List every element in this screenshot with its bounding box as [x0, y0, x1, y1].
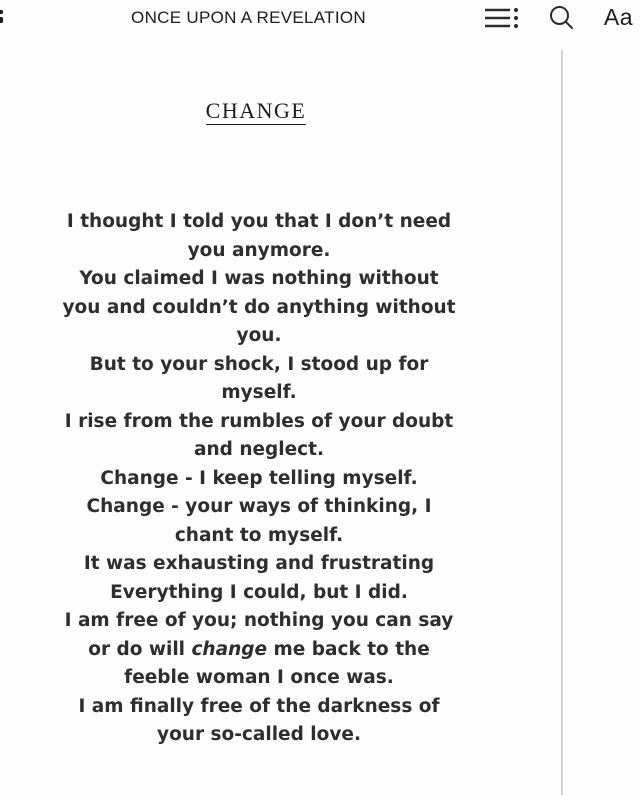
poem-line: feeble woman I once was.	[124, 667, 394, 688]
poem-line: you anymore.	[187, 239, 331, 261]
search-button[interactable]	[549, 5, 574, 30]
poem-line: I thought I told you that I don’t need	[66, 211, 452, 232]
poem-line: Change - I keep telling myself.	[100, 467, 418, 489]
poem-line: I am free of you; nothing you can say	[64, 610, 454, 631]
poem-line: your so-called love.	[157, 724, 361, 745]
contents-button[interactable]	[484, 5, 519, 31]
reader-header	[0, 0, 640, 35]
book-title: ONCE UPON A REVELATION	[131, 8, 366, 27]
poem-line: you.	[236, 325, 282, 346]
page-content	[0, 99, 640, 750]
poem-line: chant to myself.	[174, 524, 344, 546]
chapter-title	[0, 99, 512, 123]
poem-line: myself.	[221, 382, 297, 403]
poem-line: I rise from the rumbles of your doubt	[64, 410, 454, 432]
poem-line: You claimed I was nothing without	[79, 268, 439, 289]
poem-line: It was exhausting and frustrating	[83, 553, 435, 574]
poem-line: Everything I could, but I did.	[110, 581, 408, 603]
poem-line: and neglect.	[193, 439, 325, 460]
poem-body	[28, 208, 490, 750]
font-settings-button[interactable]	[604, 6, 633, 29]
header-actions	[484, 0, 633, 35]
font-settings-icon: Aa	[603, 4, 633, 30]
chapter-title-text: CHANGE	[205, 98, 307, 123]
poem-line: Change - your ways of thinking, I	[86, 496, 432, 517]
poem-line: I am finally free of the darkness of	[78, 695, 440, 717]
poem-line: or do will change me back to the	[88, 638, 430, 660]
contents-icon	[484, 5, 519, 31]
poem-line: But to your shock, I stood up for	[89, 353, 429, 375]
poem-line: you and couldn’t do anything without	[62, 296, 456, 318]
search-icon	[549, 5, 574, 30]
